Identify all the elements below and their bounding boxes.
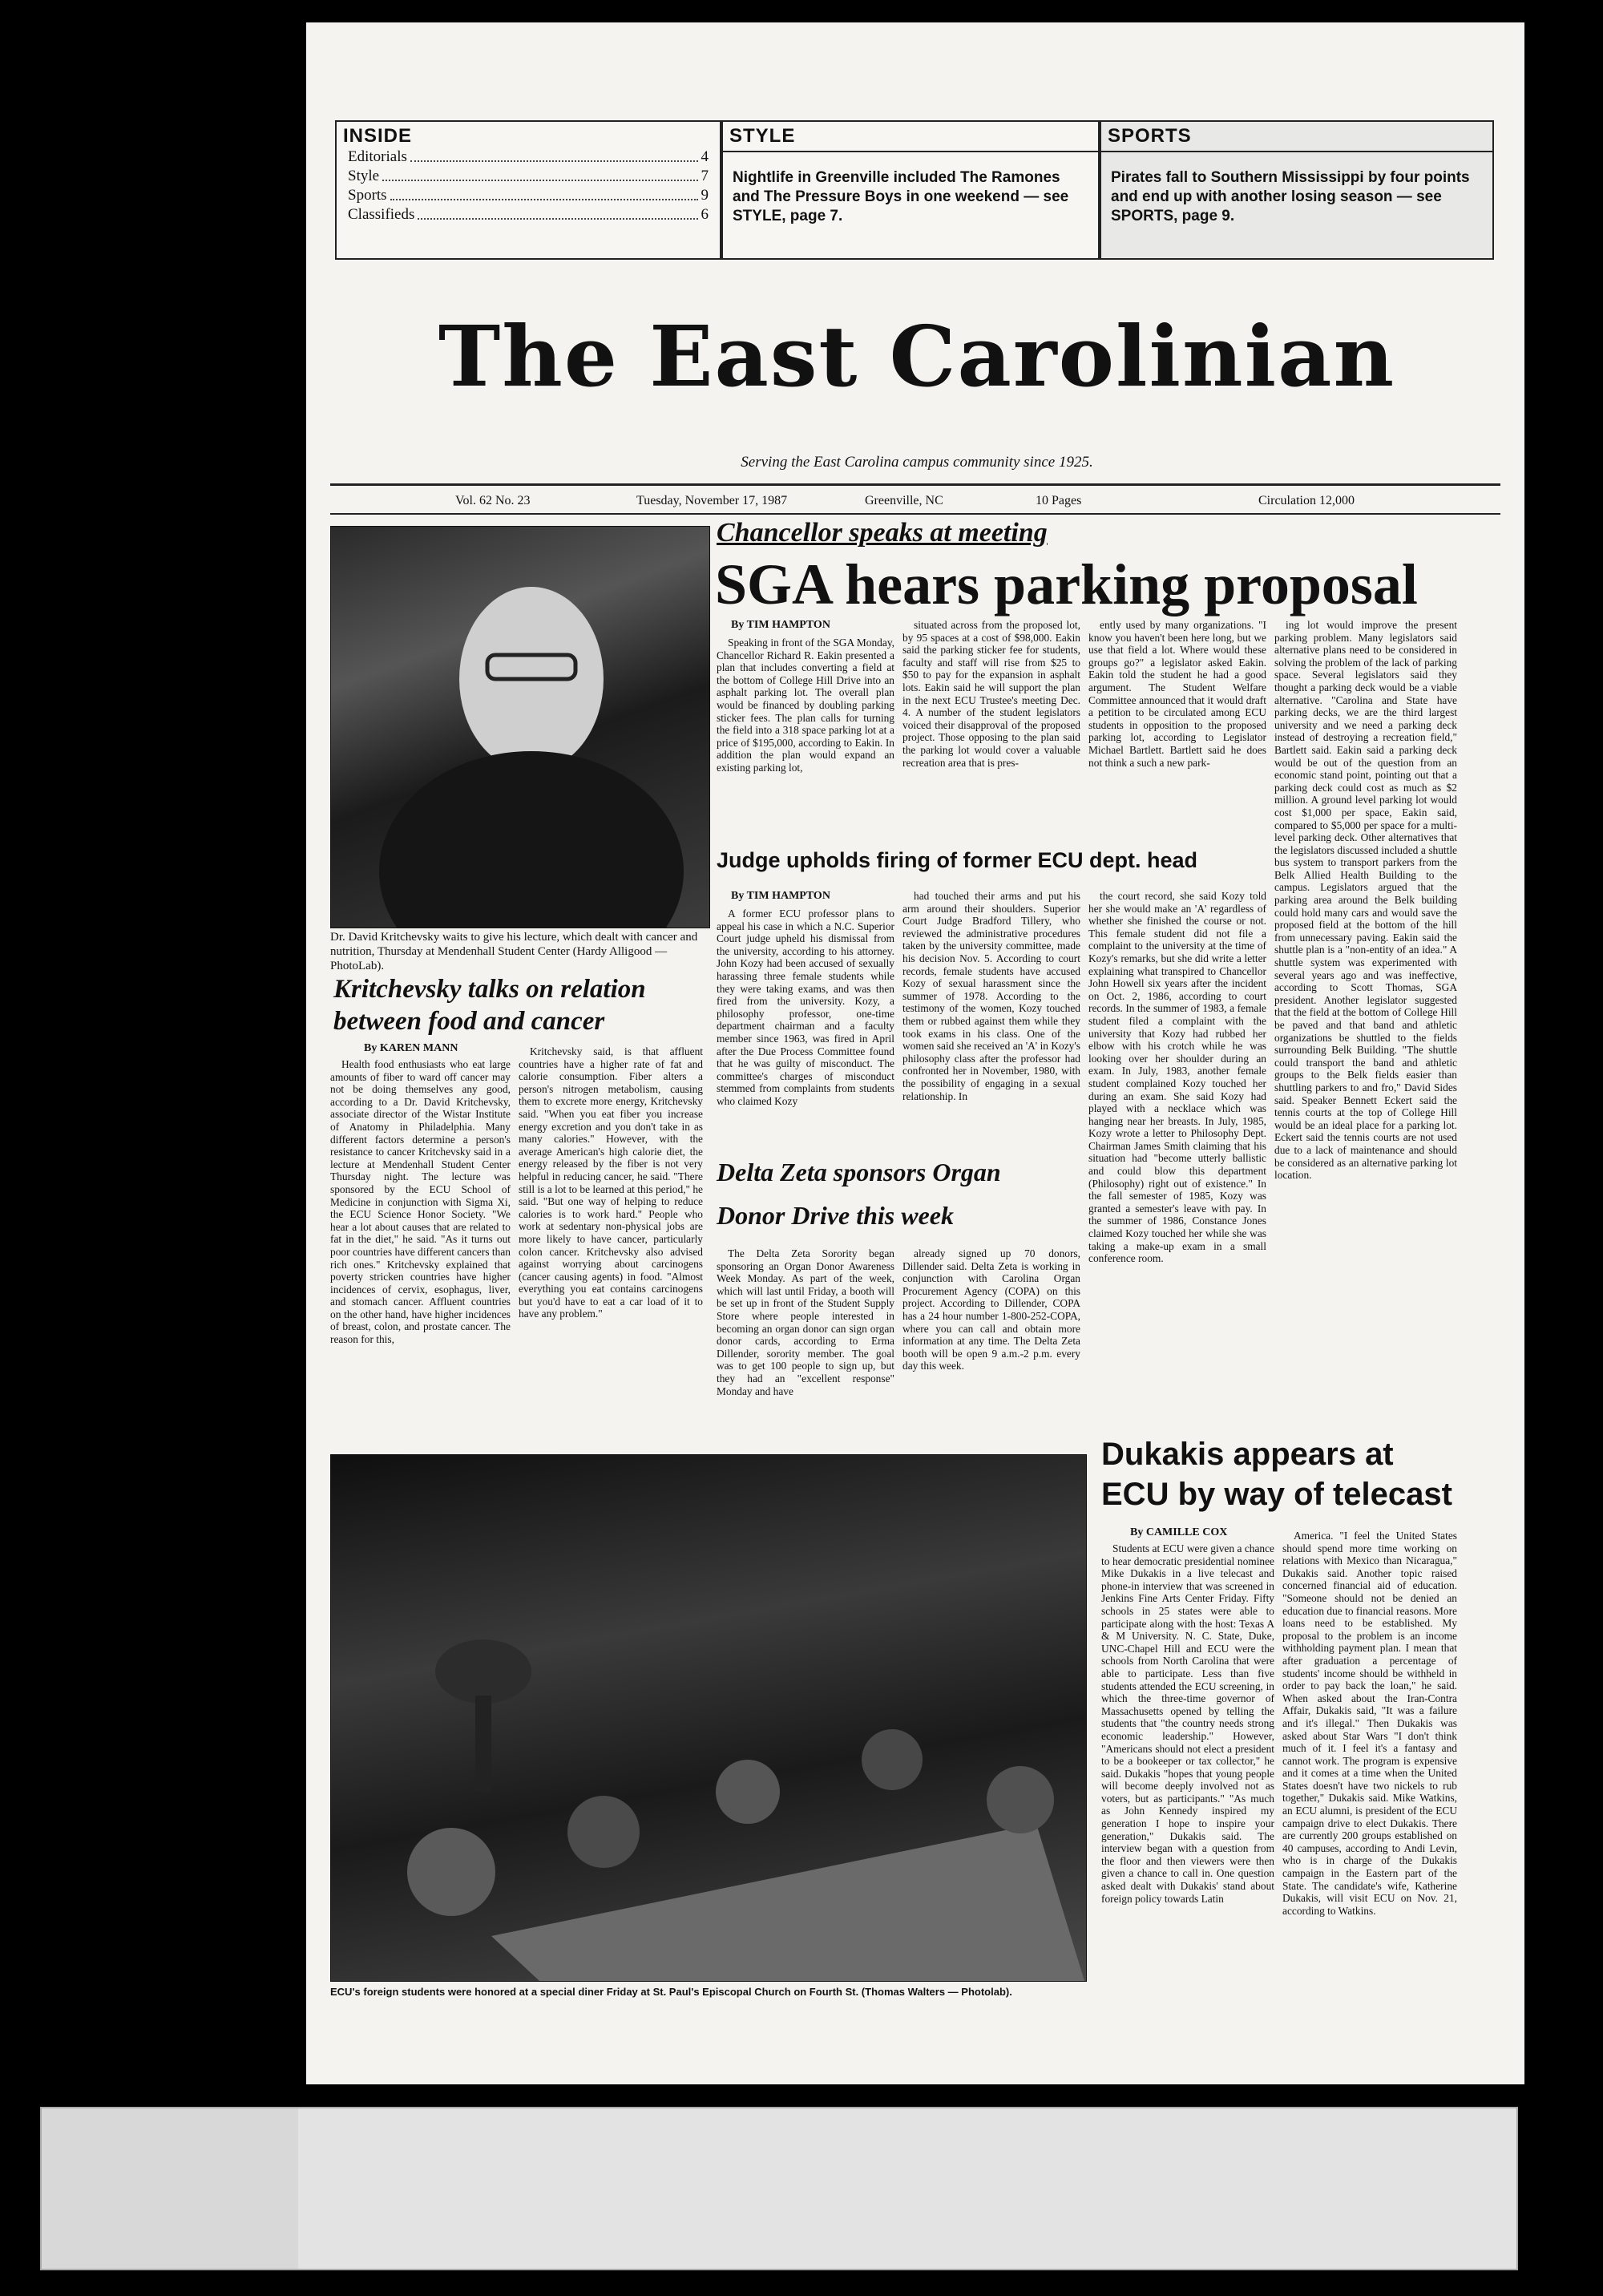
folio-date: Tuesday, November 17, 1987 [636,494,788,507]
sga-col-4: ing lot would improve the present parking problem. Many legislators said alternative plans need to be considered in solving the problem of the lack of parking space. Several legislators said they thought a parking deck would be a viable alternative. "Carolina and State have parking decks, we are the third largest university and we need a parking deck instead of destroying a recreation field," Bartlett said. Eakin said a parking deck would be out of the question from an economic stand point, pointing out that a parking deck could cost as much as $2 million. A ground level parking lot would cost $1,000 per space, Eakin said, compared to $5,000 per space for a multi-level parking deck. Other alternatives that the legislators discussed included a shuttle bus system to transport parkers from the Belk Allied Health Building to the campus. Legislators argued that the parking area around the Belk building could hold many cars and would save the proposed field at the bottom of the hill from unnecessary paving. Eakin said the shuttle plan is a "non-entity of an idea." A shuttle system was experimented with several years ago and was ineffective, according to Scott Thomas, SGA president. Another legislator suggested that the field at the bottom of College Hill be paved and that band and athletic organizations be shuttled to the fields surrounding Belk Building. "The shuttle could transport the band and athletic groups to the Belk fields easier than shuttling parkers to and fro," David Sides said. Speaker Bennett Eckert said the tennis courts at the top of College Hill would be an ideal place for a parking lot. Eckert said the tennis courts are not used due to a lack of maintenance and should be considered as an alternative parking lot location. [1274,619,1457,1182]
masthead-tagline: Serving the East Carolina campus community since 1925. [741,454,1093,471]
folio-circulation: Circulation 12,000 [1258,494,1355,507]
inside-title: INSIDE [343,125,413,147]
folio-pages: 10 Pages [1036,494,1082,507]
deltazeta-col-2: already signed up 70 donors, Dillender said. Delta Zeta is working in conjunction with Carolina Organ Procurement Agency (COPA) on this project. According to Dillender, COPA has a 24 hour number 1-800-252-COPA, where you can call and obtain more information at any time. The Delta Zeta booth will be open 9 a.m.-2 p.m. every day this week. [902,1247,1080,1372]
sga-headline: SGA hears parking proposal [715,552,1418,616]
style-teaser-text: Nightlife in Greenville included The Ramones and The Pressure Boys in one weekend — see STYLE, page 7. [733,169,1069,224]
dinner-caption: ECU's foreign students were honored at a special diner Friday at St. Paul's Episcopal Church on Fourth St. (Thomas Walters — Photolab). [330,1986,1012,1998]
dukakis-col-1: Students at ECU were given a chance to hear democratic presidential nominee Mike Dukakis in a live telecast and phone-in interview that was screened in Jenkins Fine Arts Center Friday. Fifty schools in 25 states were able to participate along with the host: Texas A & M University. N. C. State, Duke, UNC-Chapel Hill and ECU were the schools from North Carolina that were able to participate. Less than five students attended the ECU screening, in which the three-time governor of Massachusetts opened by telling the students that "the country needs strong economic leadership." However, "Americans should not elect a president to be a bookeeper or tax collector," he said. Dukakis "hopes that young people will become deeply involved not as voters, but as participants." "As much as John Kennedy inspired my generation I hope to inspire your generation," Dukakis said. The interview began with a question from the floor and then viewers were then given a chance to call in. One question asked dealt with Dukakis' stand about foreign policy towards Latin [1101,1542,1274,1905]
sga-byline: By TIM HAMPTON [731,619,830,631]
sga-col-1: Speaking in front of the SGA Monday, Chancellor Richard R. Eakin presented a plan that includes converting a field at the bottom of College Hill Drive into an asphalt parking lot. The overall plan would be financed by doubling parking sticker fees. The plan calls for turning the field into a 318 space parking lot at a price of $195,000, according to Eakin. In addition the plan would expand an existing parking lot, [717,637,894,774]
kozy-byline: By TIM HAMPTON [731,890,830,902]
kozy-col-3: the court record, she said Kozy told her she would make an 'A' regardless of whether she finished the course or not. This female student did not file a complaint to the university at the time of Kozy's remarks, but she did write a letter explaining what transpired to Chancellor John Howell six years after the incident on Oct. 2, 1986, according to court records. In the summer of 1983, a female student filed a complaint with the university that Kozy had rubbed her elbow with his crotch while he was looking over her shoulder during an exam. In July, 1983, another female student complained Kozy touched her during an exam. She said Kozy had played with a necklace which was hanging near her breasts. In July, 1985, Kozy wrote a letter to Philosophy Dept. Chairman James Smith claiming that his situation had "become utterly ballistic and could blow this department (Philosophy) right out of existence." In the fall semester of 1985, Kozy was granted a semester's leave with pay. In the summer of 1986, Constance Jones claimed Kozy touched her while she was taking a make-up exam in a small conference room. [1088,890,1266,1265]
folio-rule-bottom [330,513,1500,515]
kritchevsky-col-1: Health food enthusiasts who eat large amounts of fiber to ward off cancer may not be doing themselves any good, according to a Dr. David Kritchevsky, associate director of the Wistar Institute of Anatomy in Philadelphia. Many different factors determine a person's resistance to cancer Kritchevsky said in a lecture at Mendenhall Student Center Thursday night. The lecture was sponsored by the ECU School of Medicine in conjunction with Sigma Xi, the ECU Science Honor Society. "We hear a lot about causes that are related to fat in the diet," he said. "As it turns out poor countries have different cancers than rich ones." Kritchevsky explained that poverty stricken countries have higher incidences of cervix, esophagus, liver, and stomach cancer. Affluent countries on the other hand, have higher incidences of breast, colon, and prostate cancer. The reason for this, [330,1058,511,1346]
inside-item: Classifieds 6 [348,206,709,223]
style-teaser-box [721,120,1100,260]
inside-item: Editorials 4 [348,148,709,165]
inside-box [335,120,721,260]
sga-col-2: situated across from the proposed lot, by 95 spaces at a cost of $98,000. Eakin said the parking sticker fee for students, faculty and staff will rise from $25 to $50 to pay for the expansion in asphalt lots. Eakin said he will support the plan in the next ECU Trustee's meeting Dec. 4. A number of the student legislators voiced their disapproval of the proposed project. Those opposing to the plan said the parking lot would cover a valuable recreation area that is pres- [902,619,1080,769]
portrait-silhouette [331,527,709,928]
deltazeta-col-1: The Delta Zeta Sorority began sponsoring an Organ Donor Awareness Week Monday. As part of the week, which will last until Friday, a booth will be set up in front of the Student Supply Store where people interested in becoming an organ donor can sign organ donor cards, according to Erma Dillender, sorority member. The goal was to get 100 people to sign up, but they had an "excellent response" Monday and have [717,1247,894,1397]
style-title: STYLE [723,122,1098,152]
kritchevsky-photo [330,526,710,928]
dukakis-col-2: America. "I feel the United States should spend more time working on relations with Mexico than Nicaragua," Dukakis said. Another topic raised concerned financial aid of education. "Someone should not be denied an education due to financial reasons. More loans need to be established. My proposal to the problem is an income withholding payment plan. I mean that after graduation a percentage of students' income should be withheld in order to pay back the loan," he said. When asked about the Iran-Contra Affair, Dukakis said, "It was a failure and it's illegal." Then Dukakis was asked about Star Wars "I don't think much of it. I feel it's a fantasy and cannot work. The program is expensive and it comes at a time when the United States doesn't have two nickels to rub together," Dukakis said. Mike Watkins, an ECU alumni, is president of the ECU campaign drive to elect Dukakis. There are currently 200 groups established on 40 campuses, according to Andi Levin, who is in charge of the Dukakis campaign in the Eastern part of the State. The candidate's wife, Katherine Dukakis, will visit ECU on Nov. 21, according to Watkins. [1282,1530,1457,1917]
folio-volume: Vol. 62 No. 23 [455,494,531,507]
sports-teaser-box [1100,120,1494,260]
sga-col-3: ently used by many organizations. "I know you haven't been here long, but we use that field a lot. Where would these groups go?" a legislator asked Eakin. Eakin told the student he had a good argument. The Student Welfare Committee announced that it would draft a petition to be circulated among ECU students in opposition to the proposed parking lot, according to Legislator Michael Bartlett. Bartlett said he does not think a such a new park- [1088,619,1266,769]
kozy-col-2: had touched their arms and put his arm around their shoulders. Superior Court Judge Bradford Tillery, who reviewed the administrative procedures taken by the university committee, made his decision Nov. 5. According to court records, female students have accused Kozy of sexual harassment since the summer of 1978. According to the testimony of the women, Kozy touched them or rubbed against them while they took exams in his class. One of the women said she received an 'A' in Kozy's philosophy class after the professor had confronted her in November, 1980, with the possibility of engaging in a sexual relationship. In [902,890,1080,1102]
kritchevsky-byline: By KAREN MANN [364,1042,458,1054]
dinner-photo [330,1454,1087,1982]
dukakis-headline-2: ECU by way of telecast [1101,1477,1452,1512]
sports-teaser-text: Pirates fall to Southern Mississippi by four points and end up with another losing season — see SPORTS, page 9. [1111,169,1470,224]
deltazeta-headline-2: Donor Drive this week [717,1201,954,1230]
kritchevsky-caption: Dr. David Kritchevsky waits to give his lecture, which dealt with cancer and nutrition, Thursday at Mendenhall Student Center (Hardy Alligood — PhotoLab). [330,931,698,972]
inside-item: Style 7 [348,168,709,184]
dinner-scene [331,1455,1086,1981]
dukakis-headline-1: Dukakis appears at [1101,1437,1394,1472]
binding-strip [40,2107,1518,2270]
inside-item: Sports 9 [348,187,709,204]
dukakis-byline: By CAMILLE COX [1130,1526,1228,1538]
kritchevsky-col-2: Kritchevsky said, is that affluent countries have a higher rate of fat and calorie consumption. Fiber alters a person's nitrogen metabolism, causing them to excrete more energy, Kritchevsky said. "When you eat fiber you increase energy excretion and you don't take in as many calories." However, with the average American's high calorie diet, the energy released by the fiber is not very helpful in reducing cancer, he said. "There still is a lot to be learned at this period," he said. "But one way of helping to reduce calories is to work hard." People who work at sedentary non-physical jobs are more likely to have cancer, particularly colon cancer. Kritchevsky also advised against worrying about carcinogens (cancer causing agents) in food. "Almost everything you eat contains carcinogens but you'd have to eat a car load of it to have any problem." [519,1045,703,1320]
kozy-col-1: A former ECU professor plans to appeal his case in which a N.C. Superior Court judge upheld his dismissal from the university, according to his attorney. John Kozy had been accused of sexually harassing three female students while they were taking exams, and was then fired from the university. Kozy, a philosophy professor, one-time department chairman and a faculty member since 1963, was fired in April after the Due Process Committee found that he was guilty of misconduct. The committee's charges of misconduct stemmed from complaints from students who claimed Kozy [717,907,894,1107]
folio-rule-top [330,483,1500,486]
folio-place: Greenville, NC [865,494,943,507]
kritchevsky-headline: Kritchevsky talks on relation between food and cancer [333,975,646,1036]
sga-kicker: Chancellor speaks at meeting [717,518,1048,548]
kozy-headline: Judge upholds firing of former ECU dept. head [717,848,1198,872]
sports-title: SPORTS [1101,122,1492,152]
deltazeta-headline-1: Delta Zeta sponsors Organ [717,1158,1001,1186]
newspaper-page [306,22,1524,2084]
masthead-title: The East Carolinian [438,307,1396,406]
